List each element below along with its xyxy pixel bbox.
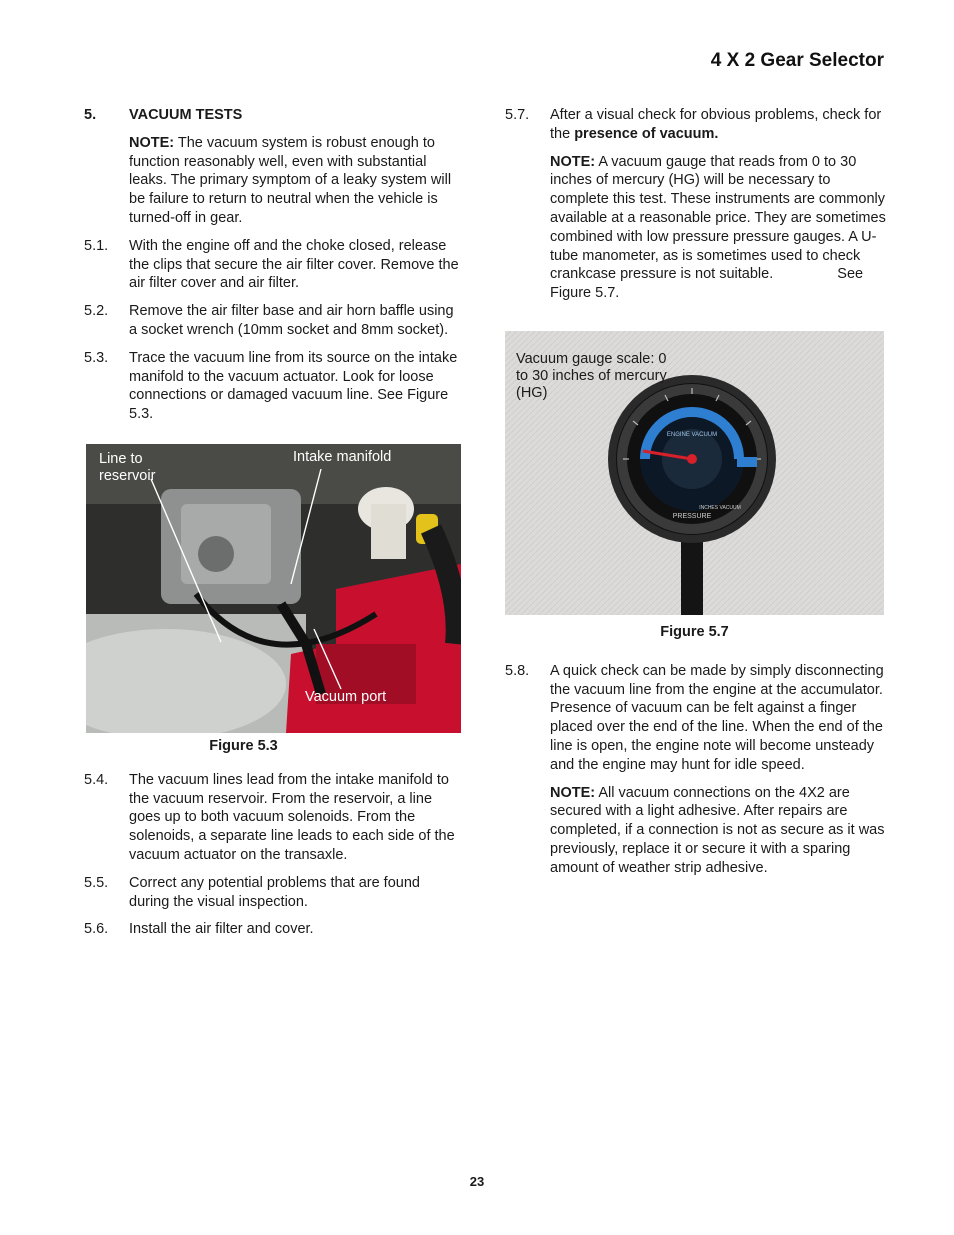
- label-gauge-scale: Vacuum gauge scale: 0 to 30 inches of mercury (HG): [516, 350, 667, 401]
- step-text: Remove the air filter base and air horn baffle using a socket wrench (10mm socket and 8mm socket).: [129, 303, 454, 338]
- step-5-8: [505, 662, 887, 775]
- gauge-photo: [505, 331, 884, 615]
- step-number: 5.6.: [84, 921, 109, 938]
- page-number: 23: [469, 1174, 485, 1189]
- gauge-label-inches-vacuum: INCHES VACUUM: [699, 504, 741, 511]
- step-5-1: [84, 237, 464, 293]
- step-number: 5.2.: [84, 303, 109, 320]
- intro-note: [84, 134, 464, 228]
- step-5-7: [505, 106, 887, 144]
- note-text: The vacuum system is robust enough to function reasonably well, even with substantial leaks. The primary symptom of a leaky system will be failure to return to neutral when the vehicle is turned-off in gear.: [129, 134, 452, 226]
- engine-photo: [86, 444, 461, 733]
- step-5-4: [84, 771, 464, 865]
- step-text: Correct any potential problems that are found during the visual inspection.: [129, 874, 420, 910]
- note-label: NOTE:: [550, 784, 596, 801]
- figure-reference: See Figure 5.7.: [550, 266, 864, 302]
- note-label: NOTE:: [129, 134, 175, 151]
- label-line-to-reservoir: Line to reservoir: [99, 450, 156, 484]
- step-5-6: [84, 920, 464, 939]
- step-5-5: [84, 874, 464, 912]
- page-header-title: 4 X 2 Gear Selector: [710, 50, 884, 71]
- engine-illustration: [86, 444, 461, 733]
- note-text: All vacuum connections on the 4X2 are secured with a light adhesive. After repairs are completed, if a connection is not as secure as it was previously, replace it or secure it with a sparing amount of weather strip adhesive.: [550, 784, 885, 876]
- step-text: Install the air filter and cover.: [129, 921, 314, 938]
- step-text: A quick check can be made by simply disconnecting the vacuum line from the engine at the accumulator. Presence of vacuum can be felt against a finger placed over the end of the line. When the end of the line is open, the engine note will become unsteady and the engine may hunt for idle speed.: [550, 662, 884, 773]
- label-vacuum-port: Vacuum port: [305, 688, 387, 705]
- figure-caption: Figure 5.7: [660, 623, 729, 640]
- step-5-2: [84, 302, 464, 340]
- step-text: The vacuum lines lead from the intake manifold to the vacuum reservoir. From the reservoir, a line goes up to both vacuum solenoids. From the solenoids, a separate line leads to each side of the vacuum actuator on the transaxle.: [129, 771, 455, 863]
- gauge-label-engine-vacuum: ENGINE VACUUM: [666, 431, 718, 438]
- step-number: 5.1.: [84, 237, 109, 254]
- section-heading: [84, 106, 464, 125]
- step-number: 5.4.: [84, 771, 109, 788]
- note-label: NOTE:: [550, 153, 596, 170]
- section-number: 5.: [84, 107, 97, 123]
- figure-5-3: [86, 444, 464, 756]
- right-column: [505, 106, 887, 887]
- left-column: [84, 106, 464, 948]
- step-text: After a visual check for obvious problems, check for the: [550, 107, 882, 142]
- step-text-bold: presence of vacuum.: [574, 125, 719, 142]
- section-title: VACUUM TESTS: [129, 107, 243, 123]
- step-5-3: [84, 349, 464, 424]
- gauge-note: [505, 153, 887, 303]
- step-text: Trace the vacuum line from its source on the intake manifold to the vacuum actuator. Look for loose connections or damaged vacuum line. See Figure 5.3.: [129, 349, 458, 423]
- figure-5-7: [505, 331, 887, 642]
- label-intake-manifold: Intake manifold: [293, 448, 392, 465]
- note-text: A vacuum gauge that reads from 0 to 30 inches of mercury (HG) will be necessary to complete this test. These instruments are commonly available at a reasonable price. They are sometimes combined with low pressure pressure gauges. A U-tube manometer, as is sometimes used to check crankcase pressure is not suitable.: [550, 153, 886, 283]
- step-number: 5.5.: [84, 874, 109, 891]
- step-text: With the engine off and the choke closed, release the clips that secure the air filter cover. Remove the air filter cover and air filter.: [129, 237, 459, 292]
- figure-caption: Figure 5.3: [209, 737, 278, 754]
- step-number: 5.3.: [84, 349, 109, 366]
- step-number: 5.7.: [505, 107, 530, 123]
- adhesive-note: [505, 784, 887, 878]
- gauge-label-pressure: PRESSURE: [672, 512, 712, 520]
- step-number: 5.8.: [505, 662, 530, 679]
